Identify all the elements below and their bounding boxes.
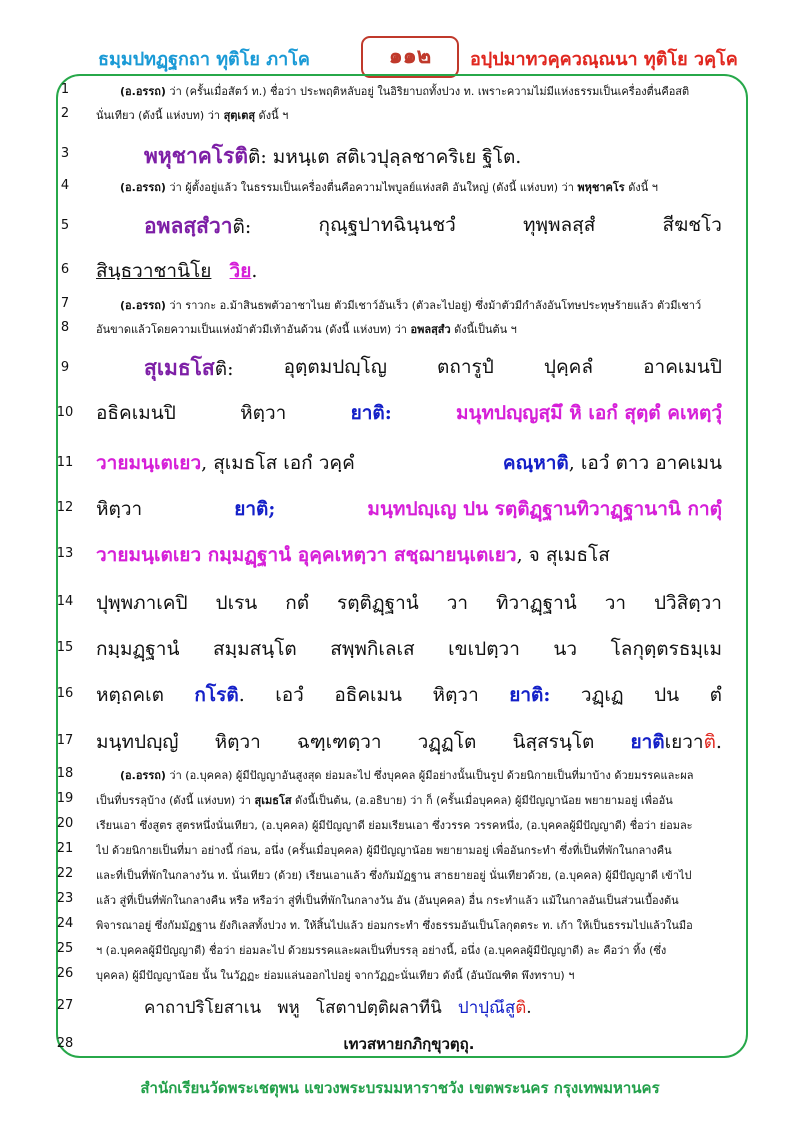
text-line: วายมนฺเตเยว, สุเมธโส เอกํ วคฺคํ คณฺหาติ, เอวํ ตาว อาคเมน	[96, 452, 722, 474]
text-line: แล้ว สู่ที่เป็นที่พักในกลางคืน หรือ หรือว่า สู่ที่เป็นที่พักในกลางวัน อัน (อันบุคคล) อื่น กระทำแล้ว แม้ในกาลอันเป็นส่วนเบื้องต้น	[96, 894, 679, 907]
text-line: กมฺมฏฺฐานํ สมฺมสนฺโต สพฺพกิเลเส เขเปตฺวา นว โลกุตฺตรธมฺเม	[96, 638, 722, 660]
text-line: ฯ (อ.บุคคลผู้มีปัญญาดี) ชื่อว่า ย่อมละไป ด้วยมรรคและผลเป็นที่บรรลุ อย่างนี้, อนึ่ง (อ.บุคคลผู้มีปัญญาดี) ละ คือว่า ทิ้ง (ซึ่ง	[96, 944, 667, 957]
line-number: 14	[56, 594, 74, 609]
line-number: 16	[56, 686, 74, 701]
line-number: 2	[60, 106, 70, 121]
line-number: 5	[60, 218, 70, 233]
line-number: 22	[56, 866, 74, 881]
line-number: 12	[56, 500, 74, 515]
line-number: 15	[56, 640, 74, 655]
line-number: 3	[60, 146, 70, 161]
text-line: คาถาปริโยสาเน พหู โสตาปตฺติผลาทีนิ ปาปุณึสูติ.	[144, 998, 532, 1018]
text-line: เป็นที่บรรลุบ้าง (ดังนี้ แห่งบท) ว่า สุเมธโส ดังนี้เป็นต้น, (อ.อธิบาย) ว่า ก็ (ครั้นเมื่อบุคคล) ผู้มีปัญญาน้อย พยายามอยู่ เพื่ออัน	[96, 794, 673, 807]
text-line: สุเมธโสติ: อุตฺตมปญฺโญ ตถารูปํ ปุคฺคลํ อาคเมนปิ	[144, 355, 722, 380]
line-number: 13	[56, 546, 74, 561]
text-line: นั่นเทียว (ดังนี้ แห่งบท) ว่า สุตฺเตสุ ดังนี้ ฯ	[96, 109, 289, 122]
book-title: ธมฺมปทฏฺฐกถา ทุติโย ภาโค	[98, 49, 310, 70]
page-header	[0, 30, 800, 80]
text-line: พิจารณาอยู่ ซึ่งกัมมัฏฐาน ยังกิเลสทั้งปวง ท. ให้สิ้นไปแล้ว ย่อมกระทำ ซึ่งธรรมอันเป็นโลกุตตระ ท. เก้า ให้เป็นธรรมไปแล้วในมือ	[96, 919, 693, 932]
text-line: ไป ด้วยนิกายเป็นที่มา อย่างนี้ ก่อน, อนึ่ง (ครั้นเมื่อบุคคล) ผู้มีปัญญาน้อย พยายามอยู่ เพื่ออันกระทำ ซึ่งที่เป็นที่พักในกลางคืน	[96, 844, 672, 857]
text-line: อันขาดแล้วโดยความเป็นแห่งม้าตัวมีเท้าอันด้วน (ดังนี้ แห่งบท) ว่า อพลสฺสํว ดังนี้เป็นต้น ฯ	[96, 323, 517, 336]
text-line: (อ.อรรถ) ว่า (ครั้นเมื่อสัตว์ ท.) ชื่อว่า ประพฤติหลับอยู่ ในอิริยาบถทั้งปวง ท. เพราะความไม่มีแห่งธรรมเป็นเครื่องตื่นคือสติ	[120, 85, 690, 98]
line-number: 23	[56, 891, 74, 906]
line-number: 1	[60, 82, 70, 97]
text-line: อพลสฺสํวาติ: กุณฺฐปาทฉินฺนชวํ ทุพฺพลสฺสํ สีฆชโว	[144, 213, 722, 238]
line-number: 20	[56, 816, 74, 831]
text-line: (อ.อรรถ) ว่า ราวกะ อ.ม้าสินธพตัวอาชาไนย ตัวมีเชาว์อันเร็ว (ตัวละไปอยู่) ซึ่งม้าตัวมีกำลังอันโทษประทุษร้ายแล้ว ตัวมีเชาว์	[120, 299, 702, 312]
text-line: อธิคเมนปิ หิตฺวา ยาติ: มนุทปญฺญสฺมึ หิ เอกํ สุตฺตํ คเหตฺวุํ	[96, 402, 722, 424]
text-line: (อ.อรรถ) ว่า ผู้ตั้งอยู่แล้ว ในธรรมเป็นเครื่องตื่นคือความไพบูลย์แห่งสติ อันใหญ่ (ดังนี้ แห่งบท) ว่า พหุชาคโร ดังนี้ ฯ	[120, 181, 658, 194]
line-number: 11	[56, 455, 74, 470]
line-number: 26	[56, 966, 74, 981]
text-line: วายมนฺเตเยว กมฺมฏฺฐานํ อุคฺคเหตฺวา สชฺฌายนฺเตเยว, จ สุเมธโส	[96, 544, 610, 566]
footer-institution: สำนักเรียนวัดพระเชตุพน แขวงพระบรมมหาราชวัง เขตพระนคร กรุงเทพมหานคร	[140, 1079, 660, 1097]
line-number: 8	[60, 320, 70, 335]
line-number: 7	[60, 296, 70, 311]
text-line: สินฺธวาชานิโย วิย.	[96, 260, 258, 282]
line-number: 28	[56, 1036, 74, 1051]
text-line: หตฺถคเต กโรติ. เอวํ อธิคเมน หิตฺวา ยาติ: วฏฺเฏ ปน ตํ	[96, 684, 722, 706]
line-number: 27	[56, 998, 74, 1013]
text-line: มนฺทปญฺญํ หิตฺวา ฉฑฺเฑตฺวา วฏฺฏโต นิสฺสรนฺโต ยาติเยวาติ.	[96, 731, 722, 753]
text-line: หิตฺวา ยาติ; มนฺทปญฺเญ ปน รตฺติฏฺฐานทิวาฏฺฐานานิ กาตุํ	[96, 498, 722, 520]
text-line: เรียนเอา ซึ่งสูตร สูตรหนึ่งนั่นเทียว, (อ.บุคคล) ผู้มีปัญญาดี ย่อมเรียนเอา ซึ่งวรรค วรรคหนึ่ง, (อ.บุคคลผู้มีปัญญาดี) ชื่อว่า ย่อมละ	[96, 819, 693, 832]
line-number: 4	[60, 178, 70, 193]
line-number: 10	[56, 405, 74, 420]
line-number: 9	[60, 360, 70, 375]
text-line: และที่เป็นที่พักในกลางวัน ท. นั่นเทียว (ด้วย) เรียนเอาแล้ว ซึ่งกัมมัฏฐาน สาธยายอยู่ นั่นเทียวด้วย, (อ.บุคคล) ผู้มีปัญญาดี เข้าไป	[96, 869, 692, 882]
line-number: 21	[56, 841, 74, 856]
text-line: บุคคล) ผู้มีปัญญาน้อย นั้น ในวัฏฏะ ย่อมแล่นออกไปอยู่ จากวัฏฏะนั่นเทียว ดังนี้ (อันบัณฑิต พึงทราบ) ฯ	[96, 969, 575, 982]
line-number: 25	[56, 941, 74, 956]
page-number-badge: ๑๑๒	[361, 36, 459, 78]
line-number: 6	[60, 262, 70, 277]
chapter-title: อปฺปมาทวคฺควณฺณนา ทุติโย วคฺโค	[470, 49, 738, 70]
text-line: ปุพฺพภาเคปิ ปเรน กตํ รตฺติฏฺฐานํ วา ทิวาฏฺฐานํ วา ปวิสิตฺวา	[96, 592, 722, 614]
line-number: 18	[56, 766, 74, 781]
story-title: เทวสหายกภิกฺขุวตฺถุ.	[343, 1035, 475, 1053]
text-line: พหุชาคโรติติ: มหนฺเต สติเวปุลฺลชาคริเย ฐิโต.	[144, 143, 522, 168]
line-number: 17	[56, 733, 74, 748]
line-number: 24	[56, 916, 74, 931]
text-line: (อ.อรรถ) ว่า (อ.บุคคล) ผู้มีปัญญาอันสูงสุด ย่อมละไป ซึ่งบุคคล ผู้มีอย่างนั้นเป็นรูป ด้วยนิกายเป็นที่มาบ้าง ด้วยมรรคและผล	[120, 769, 694, 782]
line-number: 19	[56, 791, 74, 806]
